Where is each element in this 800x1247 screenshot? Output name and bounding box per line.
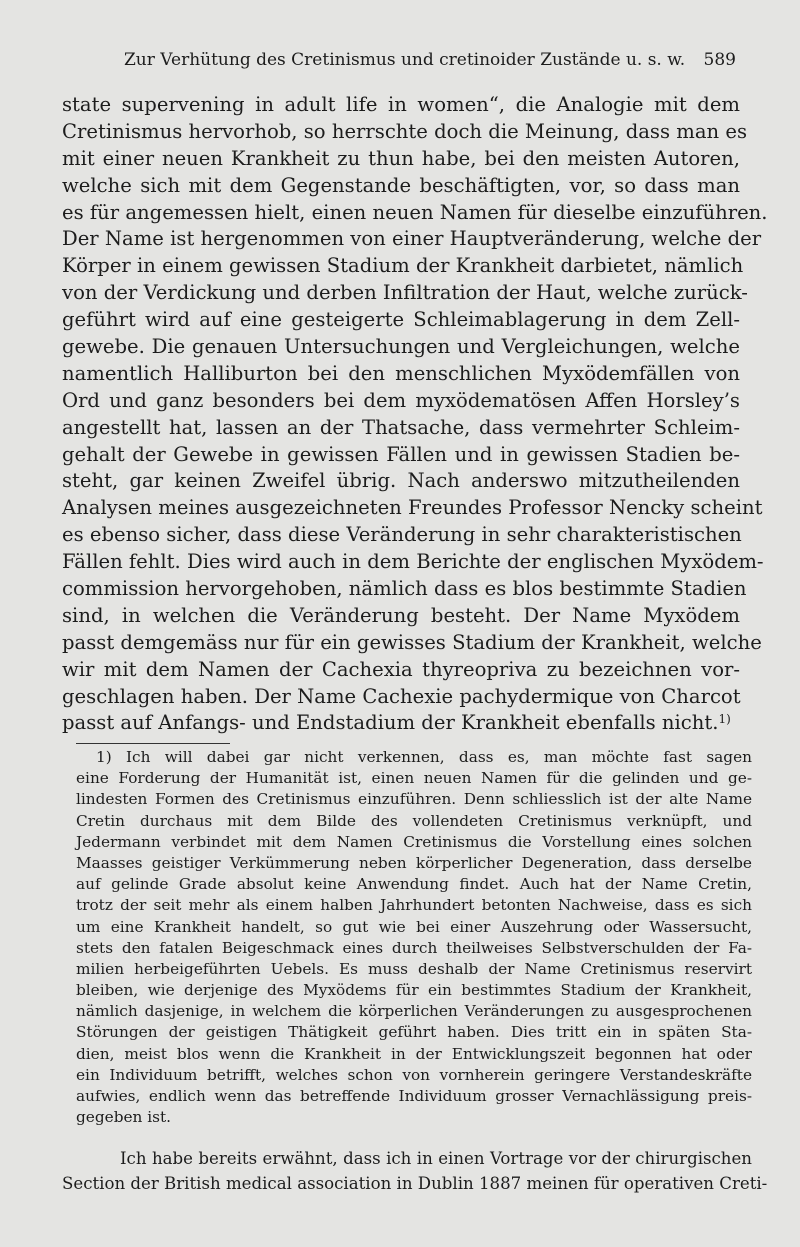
text-line: namentlich Halliburton bei den menschlichen Myxödemfällen von: [62, 361, 740, 385]
text-line: geführt wird auf eine gesteigerte Schleimablagerung in dem Zell-: [62, 308, 740, 332]
footnote-separator: [76, 743, 230, 744]
footnote-line: milien herbeigeführten Uebels. Es muss deshalb der Name Cretinismus reservirt: [76, 959, 752, 978]
text-line-last: [62, 710, 740, 737]
text-line: geschlagen haben. Der Name Cachexie pachydermique von Charcot: [62, 684, 741, 708]
running-head-title: Zur Verhütung des Cretinismus und cretinoider Zustände u. s. w.: [124, 50, 686, 70]
footnote-line: dien, meist blos wenn die Krankheit in der Entwicklungszeit begonnen hat oder: [76, 1044, 752, 1063]
footnote-reference[interactable]: 1): [718, 712, 731, 727]
footnote-line: ein Individuum betrifft, welches schon von vornherein geringere Verstandeskräfte: [76, 1065, 752, 1084]
text-line: es für angemessen hielt, einen neuen Namen für dieselbe einzuführen.: [62, 200, 768, 224]
text-line: wir mit dem Namen der Cachexia thyreopriva zu bezeichnen vor-: [62, 657, 740, 681]
text-line: es ebenso sicher, dass diese Veränderung in sehr charakteristischen: [62, 523, 742, 547]
text-line: state supervening in adult life in women“, die Analogie mit dem: [62, 93, 740, 116]
text-line-content: passt auf Anfangs- und Endstadium der Krankheit ebenfalls nicht.: [62, 711, 719, 735]
text-line: von der Verdickung und derben Infiltration der Haut, welche zurück-: [62, 281, 748, 305]
footnote-line: bleiben, wie derjenige des Myxödems für ein bestimmtes Stadium der Krankheit,: [76, 981, 752, 1000]
footnote-line: auf gelinde Grade absolut keine Anwendung findet. Auch hat der Name Cretin,: [76, 875, 752, 894]
main-text: [62, 92, 768, 737]
footnote-line: Jedermann verbindet mit dem Namen Cretinismus die Vorstellung eines solchen: [76, 832, 752, 851]
page-number: 589: [703, 50, 736, 70]
footnote-line: 1) Ich will dabei gar nicht verkennen, dass es, man möchte fast sagen: [96, 748, 752, 766]
text-line: welche sich mit dem Gegenstande beschäftigten, vor, so dass man: [62, 173, 740, 197]
footnote-line: gegeben ist.: [76, 1108, 172, 1127]
text-line: gehalt der Gewebe in gewissen Fällen und in gewissen Stadien be-: [62, 442, 740, 466]
text-line: steht, gar keinen Zweifel übrig. Nach anderswo mitzutheilenden: [62, 469, 740, 493]
footnote-line: lindesten Formen des Cretinismus einzuführen. Denn schliesslich ist der alte Name: [76, 790, 752, 809]
footnote-line: Maasses geistiger Verkümmerung neben körperlicher Degeneration, dass derselbe: [76, 853, 752, 872]
footnote-line: Cretin durchaus mit dem Bilde des vollendeten Cretinismus verknüpft, und: [76, 811, 752, 830]
text-line: gewebe. Die genauen Untersuchungen und Vergleichungen, welche: [62, 335, 740, 359]
footnote-line: eine Forderung der Humanität ist, einen neuen Namen für die gelinden und ge-: [76, 769, 752, 788]
text-line: passt demgemäss nur für ein gewisses Stadium der Krankheit, welche: [62, 630, 762, 654]
text-line: Ord und ganz besonders bei dem myxödematösen Affen Horsley’s: [62, 388, 740, 412]
text-line: Ich habe bereits erwähnt, dass ich in einen Vortrage vor der chirurgischen: [120, 1149, 752, 1168]
footnote-line: trotz der seit mehr als einem halben Jahrhundert betonten Nachweise, dass es sich: [76, 896, 752, 915]
text-line: mit einer neuen Krankheit zu thun habe, bei den meisten Autoren,: [62, 146, 740, 170]
text-line: Cretinismus hervorhob, so herrschte doch die Meinung, dass man es: [62, 119, 748, 143]
text-line: Analysen meines ausgezeichneten Freundes Professor Nencky scheint: [62, 496, 763, 520]
text-line: Körper in einem gewissen Stadium der Krankheit darbietet, nämlich: [62, 254, 744, 278]
footnote-line: stets den fatalen Beigeschmack eines durch theilweises Selbstverschulden der Fa-: [76, 938, 752, 957]
footnote-line: nämlich dasjenige, in welchem die körperlichen Veränderungen zu ausgesprochenen: [76, 1002, 752, 1021]
text-line: commission hervorgehoben, nämlich dass es blos bestimmte Stadien: [62, 577, 747, 601]
text-line: sind, in welchen die Veränderung besteht. Der Name Myxödem: [62, 603, 740, 627]
text-line: angestellt hat, lassen an der Thatsache, dass vermehrter Schleim-: [62, 415, 740, 439]
footnote-line: aufwies, endlich wenn das betreffende Individuum grosser Vernachlässigung preis-: [76, 1087, 752, 1105]
text-line: Section der British medical association in Dublin 1887 meinen für operativen Creti-: [62, 1174, 768, 1193]
text-line: Fällen fehlt. Dies wird auch in dem Berichte der englischen Myxödem-: [62, 550, 764, 574]
footnote-line: Störungen der geistigen Thätigkeit geführt haben. Dies tritt ein in späten Sta-: [76, 1023, 752, 1042]
footnote-line: um eine Krankheit handelt, so gut wie bei einer Auszehrung oder Wassersucht,: [76, 917, 752, 936]
continuation-paragraph: [62, 1146, 768, 1196]
text-line: Der Name ist hergenommen von einer Hauptveränderung, welche der: [62, 227, 762, 251]
footnote: [76, 747, 752, 1128]
